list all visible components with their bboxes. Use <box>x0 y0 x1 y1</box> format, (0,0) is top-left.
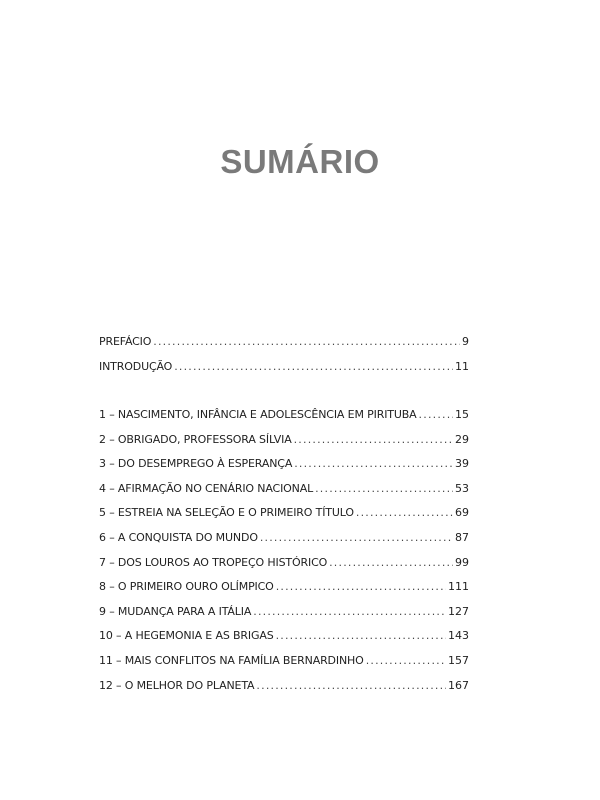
page-title: SUMÁRIO <box>220 143 380 180</box>
toc-entry-page: 157 <box>448 653 469 667</box>
toc-entry-page: 167 <box>448 678 469 692</box>
toc-entry-chapter-6[interactable] <box>99 531 469 556</box>
toc-entry-label: PREFÁCIO <box>99 335 152 348</box>
toc-entry-page: 87 <box>455 530 469 544</box>
toc-entry-page: 99 <box>455 555 469 569</box>
toc-entry-page: 143 <box>448 629 469 643</box>
toc-chapters <box>99 408 469 703</box>
toc-entry-page: 9 <box>462 335 469 348</box>
toc-leader-dots <box>260 531 453 544</box>
toc-entry-chapter-3[interactable] <box>99 457 469 482</box>
toc-entry-page: 39 <box>455 457 469 471</box>
toc-entry-prefacio[interactable] <box>99 335 469 360</box>
toc-entry-label: 10 – A HEGEMONIA E AS BRIGAS <box>99 629 274 643</box>
toc-entry-page: 15 <box>455 408 469 421</box>
toc-entry-label: 2 – OBRIGADO, PROFESSORA SÍLVIA <box>99 432 292 446</box>
toc-entry-chapter-11[interactable] <box>99 654 469 679</box>
toc-entry-label: 7 – DOS LOUROS AO TROPEÇO HISTÓRICO <box>99 555 328 569</box>
toc-leader-dots <box>356 506 453 519</box>
toc-entry-chapter-1[interactable] <box>99 408 469 433</box>
toc-leader-dots <box>294 457 453 470</box>
toc-leader-dots <box>315 482 453 495</box>
toc-entry-chapter-9[interactable] <box>99 605 469 630</box>
toc-leader-dots <box>153 335 460 348</box>
toc-entry-chapter-7[interactable] <box>99 556 469 581</box>
toc-entry-label: 12 – O MELHOR DO PLANETA <box>99 678 255 692</box>
toc-leader-dots <box>174 360 453 373</box>
toc-entry-chapter-8[interactable] <box>99 580 469 605</box>
toc-leader-dots <box>294 433 453 446</box>
toc-front-matter <box>99 335 469 384</box>
toc-entry-label: 11 – MAIS CONFLITOS NA FAMÍLIA BERNARDINHO <box>99 653 364 667</box>
toc-entry-chapter-5[interactable] <box>99 506 469 531</box>
toc-leader-dots <box>276 580 446 593</box>
toc-leader-dots <box>366 654 446 667</box>
toc-entry-chapter-12[interactable] <box>99 679 469 704</box>
toc-entry-chapter-10[interactable] <box>99 629 469 654</box>
toc-entry-introducao[interactable] <box>99 360 469 385</box>
toc-leader-dots <box>276 629 446 642</box>
toc-entry-label: 4 – AFIRMAÇÃO NO CENÁRIO NACIONAL <box>99 481 314 495</box>
toc-entry-label: 3 – DO DESEMPREGO À ESPERANÇA <box>99 457 293 471</box>
toc-entry-label: 1 – NASCIMENTO, INFÂNCIA E ADOLESCÊNCIA EM PIRITUBA <box>99 408 417 421</box>
toc-entry-page: 53 <box>455 481 469 495</box>
toc-entry-label: 9 – MUDANÇA PARA A ITÁLIA <box>99 604 252 618</box>
toc-entry-chapter-4[interactable] <box>99 482 469 507</box>
toc-entry-label: INTRODUÇÃO <box>99 359 173 373</box>
toc-entry-page: 29 <box>455 432 469 446</box>
toc-entry-page: 11 <box>455 359 469 373</box>
toc-entry-label: 5 – ESTREIA NA SELEÇÃO E O PRIMEIRO TÍTULO <box>99 506 354 520</box>
toc-entry-page: 111 <box>448 580 469 594</box>
toc-entry-page: 69 <box>455 506 469 520</box>
toc-leader-dots <box>256 679 446 692</box>
toc-entry-page: 127 <box>448 604 469 618</box>
toc-entry-label: 6 – A CONQUISTA DO MUNDO <box>99 530 258 544</box>
toc-entry-chapter-2[interactable] <box>99 433 469 458</box>
toc-leader-dots <box>253 605 446 618</box>
toc-entry-label: 8 – O PRIMEIRO OURO OLÍMPICO <box>99 580 274 594</box>
toc-leader-dots <box>419 408 453 421</box>
toc-leader-dots <box>329 556 453 569</box>
